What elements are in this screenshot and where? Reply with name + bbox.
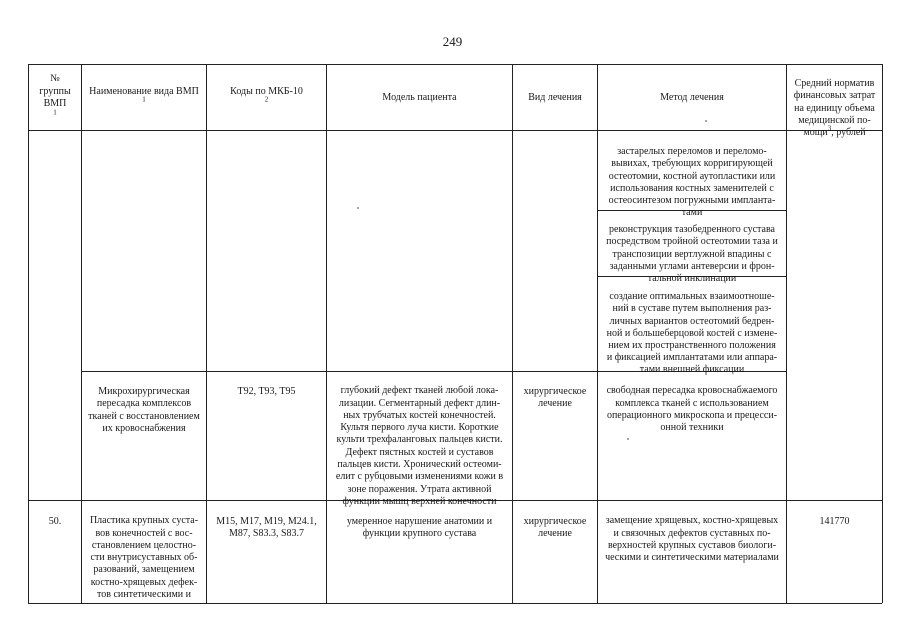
header-bottom-border xyxy=(28,130,882,131)
microsurgery-vmp-name-text: Микрохирургическая пересадка комплексов тканей с восстановлением их кровоснабжения xyxy=(88,385,200,434)
header-patient-model-text: Модель пациента xyxy=(382,91,457,103)
row50-treatment-type-text: хирургическое лечение xyxy=(523,515,587,539)
method-cell-osteotomy-fractures xyxy=(598,134,786,219)
header-cost-text: Средний норматив финансовых затрат на единицу объема медицинской по- мощи xyxy=(793,78,876,139)
row50-vmp-name xyxy=(82,503,206,601)
microsurgery-method-text: свободная пересадка кровоснабжаемого комплекса тканей с использованием операционного микроскопа и прецесси- онной техники xyxy=(606,385,778,434)
header-vmp-name xyxy=(82,66,206,130)
header-method-text: Метод лечения xyxy=(660,91,724,103)
microsurgery-method xyxy=(598,373,786,433)
header-icd-codes-text: Коды по МКБ-10 xyxy=(230,85,303,97)
row50-icd-codes xyxy=(207,503,326,539)
header-cost xyxy=(787,66,882,139)
method-text-1: застарелых переломов и переломо- вывихах, требующих корригирующей остеотомии, костной аутопластики или использования костных заменителей с остеосинтезом погружными имплантa- тами xyxy=(608,146,776,219)
header-group-number xyxy=(29,66,81,130)
footnote-2-mark: 2 xyxy=(264,95,269,104)
scan-speck xyxy=(357,207,359,209)
microsurgery-treatment-type-text: хирургическое лечение xyxy=(523,385,587,409)
microsurgery-patient-model xyxy=(327,373,512,507)
method-text-3: создание оптимальных взаимоотноше- ний в суставе путем выполнения раз- личных вариантов остеотомий бедрен- ной и большеберцовой костей с измене- нием их пространственного положения и фиксацией имплантатами или аппара- тами внешней фиксации xyxy=(606,291,778,376)
method-cell-joint-relations xyxy=(598,279,786,376)
header-patient-model xyxy=(327,66,512,130)
scan-speck xyxy=(705,120,707,122)
row50-vmp-name-text: Пластика крупных суста- вов конечностей с вос- становлением целостно- сти внутрисуставных об- разований, замещением костно-хрящевых дефек- тов синтетическими и xyxy=(89,515,199,601)
header-icd-codes xyxy=(207,66,326,130)
header-vmp-name-text: Наименование вида ВМП xyxy=(89,85,199,97)
header-group-number-text: № группы ВМП xyxy=(39,73,71,109)
col-line-0 xyxy=(28,64,29,603)
scan-speck xyxy=(627,438,629,440)
microsurgery-icd-codes-text: T92, T93, T95 xyxy=(237,385,296,397)
col-line-6 xyxy=(786,64,787,603)
method-text-2: реконструкция тазобедренного сустава посредством тройной остеотомии таза и транспозиции вертлужной впадины с заданными углами антеверсии и фрон- тальной инклинации xyxy=(606,224,778,285)
header-cost-tail: , рублей xyxy=(831,127,866,139)
table-top-border xyxy=(28,64,882,65)
row50-patient-model-text: умеренное нарушение анатомии и функции крупного сустава xyxy=(346,515,493,539)
header-treatment-type xyxy=(513,66,597,130)
row50-group-number xyxy=(29,503,81,527)
row50-treatment-type xyxy=(513,503,597,539)
header-treatment-type-text: Вид лечения xyxy=(528,91,582,103)
row50-method xyxy=(598,503,786,563)
footnote-1-mark: 1 xyxy=(142,95,146,104)
method-cell-hip-reconstruction xyxy=(598,212,786,285)
table-bottom-border xyxy=(28,603,882,604)
microsurgery-icd-codes xyxy=(207,373,326,397)
footnote-1-mark: 1 xyxy=(53,108,57,117)
page-number: 249 xyxy=(442,34,463,49)
row50-method-text: замещение хрящевых, костно-хрящевых и связочных дефектов суставных по- верхностей крупных суставов биологи- ческими и синтетическими материалами xyxy=(605,515,779,564)
row50-patient-model xyxy=(327,503,512,539)
microsurgery-patient-model-text: глубокий дефект тканей любой лока- лизации. Сегментарный дефект длин- ных трубчатых костей конечностей. Культя первого луча кисти. Короткие культи трехфаланговых пальцев кисти. Дефект пястных костей и суставов пальцев кисти. Хронический остеоми- елит с рубцовыми изменениями кожи в зоне поражения. Утрата активной функции мышц верхней конечности xyxy=(335,385,504,507)
header-method xyxy=(598,66,786,130)
col-line-7 xyxy=(882,64,883,603)
row50-icd-codes-text: M15, M17, M19, M24.1, M87, S83.3, S83.7 xyxy=(216,515,317,539)
row50-cost-text: 141770 xyxy=(819,515,850,527)
footnote-3-mark: 3 xyxy=(827,124,832,133)
row50-cost xyxy=(787,503,882,527)
row50-group-number-text: 50. xyxy=(48,515,62,527)
microsurgery-vmp-name xyxy=(82,373,206,433)
microsurgery-treatment-type xyxy=(513,373,597,409)
